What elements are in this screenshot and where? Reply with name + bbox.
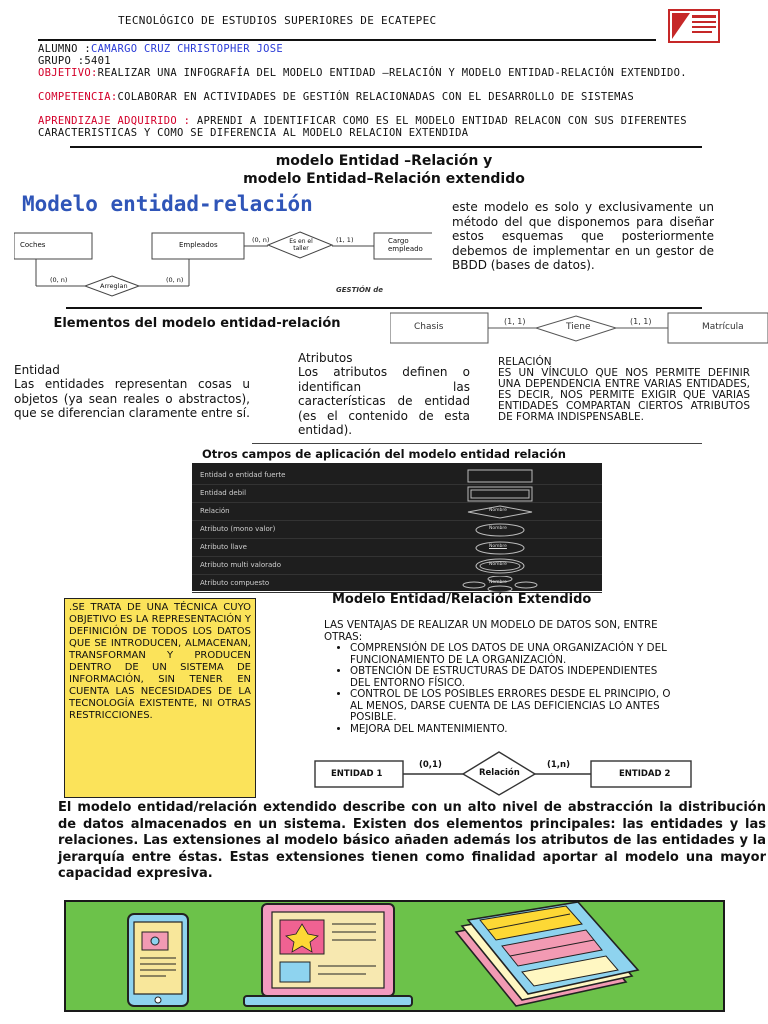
ext-card-2: (1,n) — [547, 760, 570, 770]
er-relation-top: Es en el taller — [289, 238, 313, 252]
closing-paragraph: El modelo entidad/relación extendido describe con un alto nivel de abstracción la distribución de datos almacenados en un sistema. Existen dos elementos principales: las entidades y las relaciones. Las extensiones al modelo básico añaden además los atributos de las entidades y la jerarquía entre éstas. Estas extensiones tienen como finalidad aportar al modelo una mayor capacidad expresiva. — [58, 800, 766, 881]
notation-row — [192, 521, 602, 539]
section-rule-2 — [66, 307, 702, 309]
institution-title: TECNOLÓGICO DE ESTUDIOS SUPERIORES DE ECATEPEC — [118, 14, 437, 27]
ventajas-intro: LAS VENTAJAS DE REALIZAR UN MODELO DE DATOS SON, ENTRE OTRAS: — [324, 619, 658, 643]
intro-text: este modelo es solo y exclusivamente un método del que disponemos para diseñar estos esquemas que posteriormente debemos de implementar en un gestor de BBDD (bases de datos). — [452, 200, 714, 273]
notation-row-label: Entidad debil — [200, 489, 247, 497]
notation-symbol-text: Nombre — [489, 544, 507, 549]
notation-symbol-text: Nombre — [489, 526, 507, 531]
main-title — [0, 152, 768, 188]
er-image-title: Modelo entidad-relación — [22, 192, 313, 216]
relacion-text: ES UN VÍNCULO QUE NOS PERMITE DEFINIR UNA DEPENDENCIA ENTRE VARIAS ENTIDADES, ES DECIR, NOS PERMITE EXIGIR QUE VARIAS ENTIDADES COMPARTAN CIERTOS ATRIBUTOS DE FORMA INDISPENSABLE. — [498, 367, 750, 423]
notation-symbol-text: Nombre — [489, 508, 507, 513]
entidad-title: Entidad — [14, 363, 60, 377]
ventaja-item: • COMPRENSIÓN DE LOS DATOS DE UNA ORGANIZACIÓN Y DEL FUNCIONAMIENTO DE LA ORGANIZACIÓN. — [350, 643, 672, 666]
ventajas-block — [324, 620, 672, 735]
notation-row-label: Atributo llave — [200, 543, 247, 551]
objetivo-value: REALIZAR UNA INFOGRAFÍA DEL MODELO ENTIDAD –RELACIÓN Y MODELO ENTIDAD-RELACIÓN EXTENDIDO. — [97, 67, 687, 79]
main-title-line-2: modelo Entidad–Relación extendido — [243, 171, 525, 187]
devices-illustration-art — [66, 902, 725, 1012]
notation-row-label: Atributo compuesto — [200, 579, 270, 587]
entidad-block — [14, 363, 250, 421]
tablet-icon — [128, 914, 188, 1006]
extendido-diagram — [313, 750, 693, 796]
section-rule-1 — [70, 146, 702, 148]
devices-illustration — [64, 900, 725, 1012]
grupo-value: 5401 — [84, 55, 111, 67]
relacion-block — [498, 357, 750, 423]
entidad-text: Las entidades representan cosas u objetos (ya sean reales o abstractos), que se diferencian claramente entre sí. — [14, 377, 250, 420]
er-relation-bottom: Arreglan — [100, 282, 128, 290]
aprendizaje-value: APRENDI A IDENTIFICAR COMO ES EL MODELO ENTIDAD RELACON CON SUS DIFERENTES CARACTERISTICAS Y COMO SE DIFERENCIA AL MODELO RELACION EXTENDIDA — [38, 115, 687, 139]
er-example-image — [14, 190, 432, 298]
chasis-entity-left: Chasis — [414, 322, 444, 332]
chasis-relation: Tiene — [566, 322, 591, 332]
objetivo-label: OBJETIVO: — [38, 67, 98, 79]
competencia-line — [38, 91, 728, 103]
elements-title: Elementos del modelo entidad-relación — [53, 316, 341, 331]
er-image-diagram — [14, 190, 432, 298]
laptop-icon — [244, 904, 412, 1006]
atributos-title: Atributos — [298, 351, 353, 365]
notation-row — [192, 503, 602, 521]
header-rule — [38, 39, 656, 41]
grupo-label: GRUPO : — [38, 55, 85, 67]
alumno-label: ALUMNO : — [38, 43, 91, 55]
notation-row-label: Relación — [200, 507, 230, 515]
er-card-3: (0, n) — [50, 276, 68, 284]
objetivo-line — [38, 67, 728, 79]
notation-symbol-text: Nombre — [489, 562, 507, 567]
chasis-diagram — [390, 311, 768, 351]
notation-row-label: Entidad o entidad fuerte — [200, 471, 286, 479]
er-watermark: GESTIÓN de — [336, 286, 383, 294]
alumno-line — [38, 43, 283, 55]
notation-row — [192, 467, 602, 485]
ext-relation: Relación — [479, 768, 520, 778]
er-card-4: (0, n) — [166, 276, 184, 284]
ext-card-1: (0,1) — [419, 760, 442, 770]
competencia-label: COMPETENCIA: — [38, 91, 118, 103]
notation-row — [192, 557, 602, 575]
atributos-text: Los atributos definen o identifican las características de entidad (es el contenido de esta entidad). — [298, 365, 470, 437]
chasis-card-left: (1, 1) — [504, 317, 526, 326]
er-card-2: (1, 1) — [336, 236, 354, 244]
institution-logo — [668, 9, 720, 43]
notation-row — [192, 485, 602, 503]
notation-row — [192, 575, 602, 593]
ventaja-item: • OBTENCIÓN DE ESTRUCTURAS DE DATOS INDEPENDIENTES DEL ENTORNO FÍSICO. — [350, 666, 672, 689]
notation-table — [192, 463, 602, 591]
atributos-block — [298, 351, 470, 438]
er-card-1: (0, n) — [252, 236, 270, 244]
ext-entity-2: ENTIDAD 2 — [619, 769, 671, 779]
ventajas-list — [350, 643, 672, 735]
grupo-line — [38, 55, 111, 67]
aprendizaje-line — [38, 115, 730, 139]
relacion-title: RELACIÓN — [498, 356, 552, 368]
main-title-line-1: modelo Entidad –Relación y — [275, 153, 493, 169]
chasis-card-right: (1, 1) — [630, 317, 652, 326]
notation-symbol-rect — [460, 468, 550, 484]
er-entity-left: Coches — [20, 241, 46, 249]
notation-symbol-double-rect — [460, 486, 550, 502]
ventaja-item: • CONTROL DE LOS POSIBLES ERRORES DESDE EL PRINCIPIO, O AL MENOS, DARSE CUENTA DE LAS DEFICIENCIAS LO ANTES POSIBLE. — [350, 689, 672, 724]
ventaja-item: • MEJORA DEL MANTENIMIENTO. — [350, 724, 672, 736]
er-entity-mid: Empleados — [179, 241, 218, 249]
aprendizaje-label: APRENDIZAJE ADQUIRIDO : — [38, 115, 191, 127]
ext-entity-1: ENTIDAD 1 — [331, 769, 383, 779]
alumno-value: CAMARGO CRUZ CHRISTOPHER JOSE — [90, 43, 284, 55]
section-rule-3 — [252, 443, 702, 444]
otros-title: Otros campos de aplicación del modelo entidad relación — [202, 447, 566, 461]
notation-row-label: Atributo (mono valor) — [200, 525, 276, 533]
logo-emblem-icon — [670, 11, 718, 41]
competencia-value: COLABORAR EN ACTIVIDADES DE GESTIÓN RELACIONADAS CON EL DESARROLLO DE SISTEMAS — [117, 91, 634, 103]
notation-row-label: Atributo multi valorado — [200, 561, 282, 569]
documents-icon — [456, 902, 638, 1006]
chasis-entity-right: Matrícula — [702, 322, 744, 332]
yellow-definition-box: .SE TRATA DE UNA TÉCNICA CUYO OBJETIVO ES LA REPRESENTACIÓN Y DEFINICIÓN DE TODOS LOS DATOS QUE SE INTRODUCEN, ALMACENAN, TRANSFORMAN Y PRODUCEN DENTRO DE UN SISTEMA DE INFORMACIÓN, SIN TENER EN CUENTA LAS NECESIDADES DE LA TECNOLOGÍA EXISTENTE, NI OTRAS RESTRICCIONES. — [64, 598, 256, 798]
er-entity-right: Cargo empleado — [388, 237, 423, 253]
notation-row — [192, 539, 602, 557]
extendido-title: Modelo Entidad/Relación Extendido — [332, 592, 592, 607]
notation-symbol-text: Nombre — [489, 580, 507, 585]
